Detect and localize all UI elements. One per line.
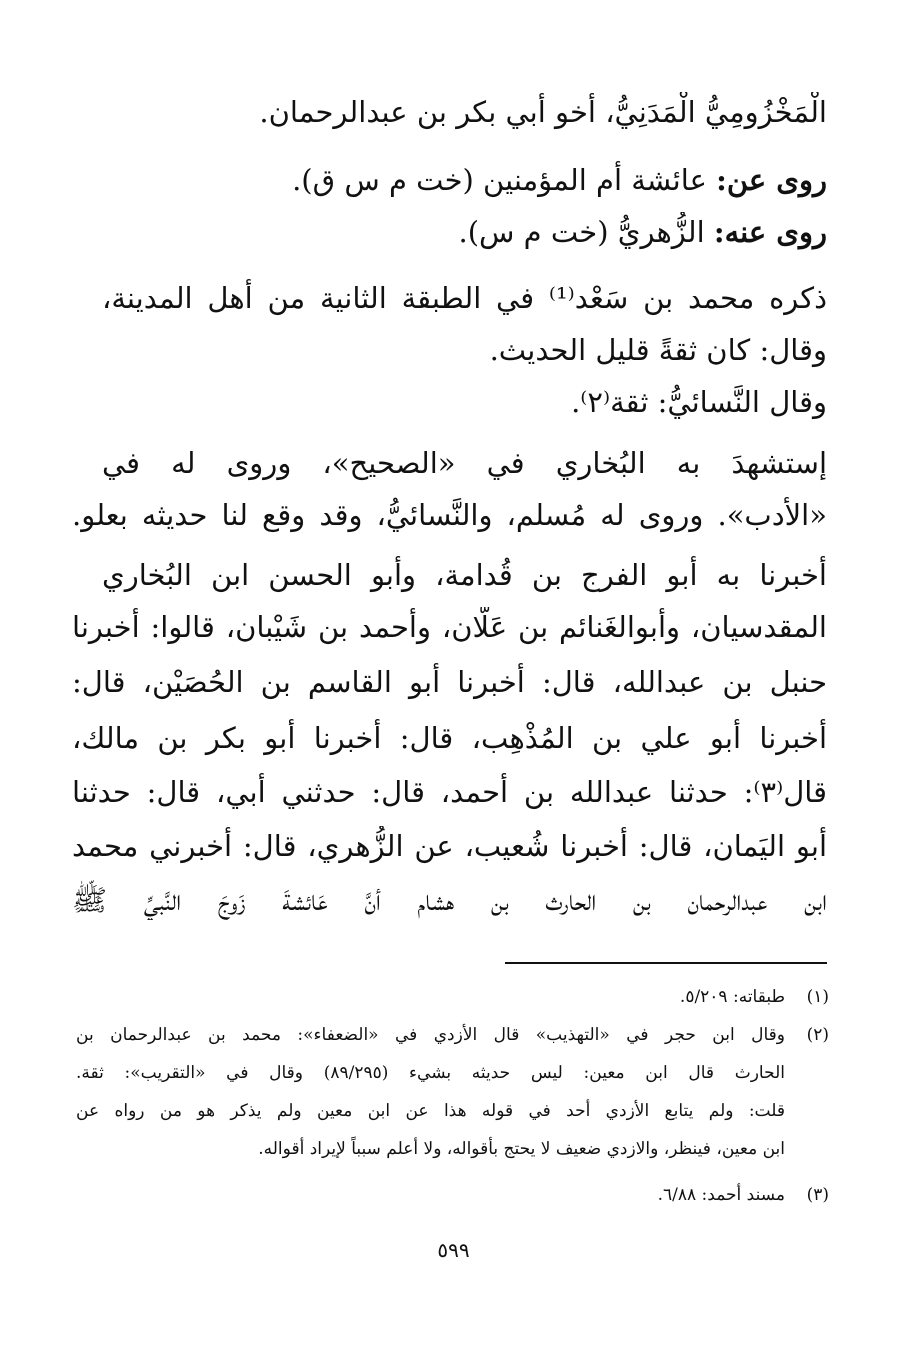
body-line-10: المقدسيان، وأبوالغَنائم بن عَلّان، وأحمد بن شَيْبان، قالوا: أخبرنا	[72, 610, 827, 644]
narrated-from-text: عائشة أم المؤمنين (خت م س ق).	[292, 163, 707, 197]
narrated-by-line	[102, 212, 827, 252]
body-line-9: أخبرنا به أبو الفرج بن قُدامة، وأبو الحسن ابن البُخاري	[102, 558, 827, 592]
body-line-15: ابن عبدالرحمان بن الحارث بن هشام أنَّ عَائشةَ زَوجَ النَّبيِّ ﷺ	[72, 883, 827, 917]
footnote-2-text-line-4: ابن معين، فينظر، والازدي ضعيف لا يحتج بأقواله، ولا أعلم سبباً لإيراد أقواله.	[258, 1139, 785, 1159]
body-line-13: قال⁽٣⁾: حدثنا عبدالله بن أحمد، قال: حدثني أبي، قال: حدثنا	[72, 775, 827, 809]
narrated-by-label: روى عنه:	[713, 215, 827, 249]
footnote-3-text: مسند أحمد: ٦/٨٨.	[657, 1185, 785, 1205]
body-line-6: وقال النَّسائيُّ: ثقة⁽٢⁾.	[571, 385, 827, 419]
footnote-2-number: (٢)	[806, 1025, 829, 1045]
body-line-1: الْمَخْزُومِيُّ الْمَدَنِيُّ، أخو أبي بكر بن عبدالرحمان.	[259, 95, 827, 129]
footnote-1-number: (١)	[806, 987, 829, 1007]
page-number: ٥٩٩	[437, 1238, 470, 1262]
body-line-11: حنبل بن عبدالله، قال: أخبرنا أبو القاسم بن الحُصَيْن، قال:	[72, 665, 827, 699]
narrated-from-line	[102, 160, 827, 200]
body-line-4: ذكره محمد بن سَعْد⁽¹⁾ في الطبقة الثانية من أهل المدينة،	[102, 281, 827, 315]
footnote-3-number: (٣)	[806, 1185, 829, 1205]
footnote-separator	[505, 962, 827, 964]
narrated-from-label: روى عن:	[716, 163, 827, 197]
footnote-3	[76, 1180, 829, 1210]
footnote-2	[76, 1020, 829, 1050]
body-line-12: أخبرنا أبو علي بن المُذْهِب، قال: أخبرنا أبو بكر بن مالك،	[72, 721, 827, 755]
body-line-8: «الأدب». وروى له مُسلم، والنَّسائيُّ، وقد وقع لنا حديثه بعلو.	[72, 498, 827, 532]
footnote-1-text: طبقاته: ٥/٢٠٩.	[679, 987, 785, 1007]
body-line-7: إستشهدَ به البُخاري في «الصحيح»، وروى له في	[102, 446, 827, 480]
narrated-by-text: الزُّهريُّ (خت م س).	[458, 215, 705, 249]
footnote-1	[76, 982, 829, 1012]
footnote-2-text-line-1: وقال ابن حجر في «التهذيب» قال الأزدي في «الضعفاء»: محمد بن عبدالرحمان بن	[76, 1025, 785, 1045]
body-line-14: أبو اليَمان، قال: أخبرنا شُعيب، عن الزُّهري، قال: أخبرني محمد	[72, 829, 827, 863]
footnote-2-text-line-2: الحارث قال ابن معين: ليس حديثه بشيء (٨٩/٢٩٥) وقال في «التقريب»: ثقة.	[76, 1063, 785, 1083]
body-line-5: وقال: كان ثقةً قليل الحديث.	[489, 333, 827, 367]
footnote-2-text-line-3: قلت: ولم يتابع الأزدي أحد في قوله هذا عن ابن معين ولم يذكر هو من رواه عن	[76, 1101, 785, 1121]
